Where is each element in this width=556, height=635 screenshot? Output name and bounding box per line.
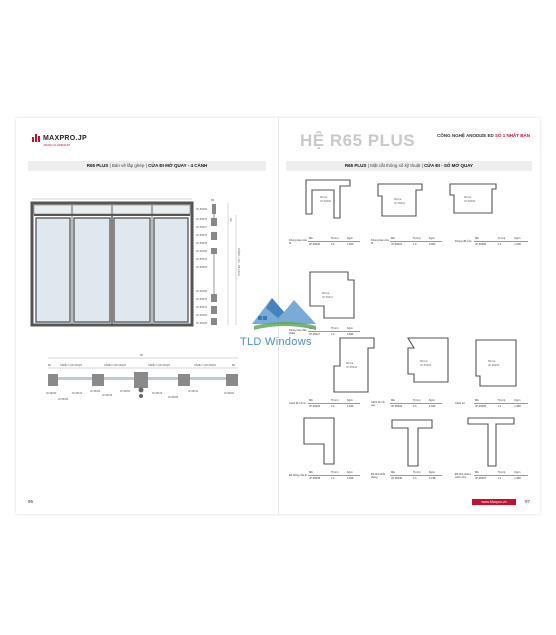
left-page <box>16 118 279 514</box>
svg-text:CÁNH = (W-101)/4: CÁNH = (W-101)/4 <box>148 364 170 367</box>
left-section-title: R65 PLUS | Bản vẽ lắp ghép | CỬA ĐI MỞ QUAY - 4 CÁNH <box>28 161 266 171</box>
svg-text:JP-65206: JP-65206 <box>196 290 208 293</box>
svg-text:JP-65215: JP-65215 <box>196 234 208 237</box>
door-elevation-drawing <box>28 198 266 348</box>
spec-table-10: Đố tĩnh chia ô cánh cửa Mã T(mm) Kg/m JP-65407 1.4 1.366 <box>454 470 528 481</box>
svg-text:CÁNH = (W-101)/4: CÁNH = (W-101)/4 <box>194 364 216 367</box>
watermark-text: TLD Windows <box>240 336 312 348</box>
svg-text:Mã ba:: Mã ba: <box>464 196 472 199</box>
svg-text:JP-65200: JP-65200 <box>320 200 332 203</box>
svg-text:JP-65215: JP-65215 <box>102 394 113 397</box>
svg-text:JP-65206: JP-65206 <box>90 390 101 393</box>
svg-text:JP-65213: JP-65213 <box>196 258 208 261</box>
tagline: CÔNG NGHỆ ANODIZE ED SỐ 1 NHẬT BẢN <box>437 133 530 138</box>
svg-text:JP-65215: JP-65215 <box>196 298 208 301</box>
svg-text:Mã ba:: Mã ba: <box>394 198 402 201</box>
spec-table-7: Cánh sổ Mã T(mm) Kg/m JP-65205 1.4 1.366 <box>454 398 528 409</box>
right-section-title: R65 PLUS | Mặt cắt thông số kỹ thuật | CỬA ĐI - SỐ MỞ QUAY <box>286 161 532 171</box>
svg-text:JP-65203: JP-65203 <box>420 364 432 367</box>
series-title: HỆ R65 PLUS <box>300 131 416 150</box>
svg-text:CÁNH = (W-101)/4: CÁNH = (W-101)/4 <box>104 364 126 367</box>
left-page-number: 96 <box>28 499 34 504</box>
spec-table-6: Cánh đi mở vào Mã T(mm) Kg/m JP-65203 2.0 1.930 <box>370 398 442 409</box>
svg-text:JP-65217: JP-65217 <box>196 226 208 229</box>
logo-mark-icon <box>32 134 40 142</box>
svg-text:JP-65205: JP-65205 <box>168 396 179 399</box>
svg-text:Mã ba:: Mã ba: <box>346 362 354 365</box>
website-link[interactable]: www.Maxpro.vn <box>472 499 516 505</box>
svg-text:JP-65205: JP-65205 <box>196 322 208 325</box>
svg-text:JP-65212: JP-65212 <box>196 306 208 309</box>
spec-table-9: Đố tĩnh khởi thang Mã T(mm) Kg/m JP-65230 1.4 1.238 <box>370 470 442 481</box>
brand-name: MAXPRO.JP <box>43 134 87 142</box>
svg-text:CÁNH = H1 - 95 (mm): CÁNH = H1 - 95 (mm) <box>237 248 241 276</box>
spec-table-2: Khung bao cửa đi Mã T(mm) Kg/m JP-65201 1.4 0.952 <box>370 236 442 247</box>
svg-text:JP-65205: JP-65205 <box>488 364 500 367</box>
svg-text:JP-65201: JP-65201 <box>224 392 235 395</box>
svg-text:JP-65204: JP-65204 <box>196 314 208 317</box>
svg-text:JP-65203: JP-65203 <box>58 398 69 401</box>
svg-text:Mã ba:: Mã ba: <box>488 360 496 363</box>
svg-text:JP-65204: JP-65204 <box>120 390 131 393</box>
spec-table-5: Cánh đi mở ra Mã T(mm) Kg/m JP-65204 2.0 1.930 <box>288 398 360 409</box>
door-plan-section-drawing <box>28 350 266 420</box>
brand-subtitle: JAPAN ALUMINIUM <box>43 143 70 147</box>
spec-table-8: Đố động cửa đi Mã T(mm) Kg/m JP-65208 1.4 1.366 <box>288 470 360 481</box>
watermark-logo-icon <box>250 288 320 332</box>
svg-text:JP-65213: JP-65213 <box>72 392 83 395</box>
spec-table-4: Khung bao đảo chiều T(mm) Kg/m JP-65217 1.4 0.894 <box>288 326 360 337</box>
svg-text:65: 65 <box>211 198 215 202</box>
svg-text:H2: H2 <box>229 218 233 222</box>
brand-logo <box>32 134 87 142</box>
svg-text:JP-65200: JP-65200 <box>196 208 208 211</box>
svg-text:JP-65200: JP-65200 <box>46 392 57 395</box>
svg-text:W: W <box>140 353 143 357</box>
svg-text:CÁNH = (W-101)/4: CÁNH = (W-101)/4 <box>60 364 82 367</box>
svg-text:60: 60 <box>48 364 51 367</box>
spec-table-1 <box>288 236 360 247</box>
svg-text:JP-65216: JP-65216 <box>152 392 163 395</box>
svg-text:JP-65218: JP-65218 <box>196 242 208 245</box>
svg-text:JP-65206: JP-65206 <box>464 200 476 203</box>
right-page-number: 97 <box>524 499 530 504</box>
svg-text:JP-65201: JP-65201 <box>394 202 406 205</box>
svg-text:JP-65203: JP-65203 <box>196 266 208 269</box>
svg-text:JP-65217: JP-65217 <box>322 296 334 299</box>
svg-text:JP-65215: JP-65215 <box>196 218 208 221</box>
svg-text:JP-65212: JP-65212 <box>188 390 199 393</box>
svg-text:Mã ba:: Mã ba: <box>420 360 428 363</box>
svg-text:JP-65206: JP-65206 <box>196 250 208 253</box>
spec-table: Khung bao cửa đi Mã T(mm) Kg/m JP-65200 2.0 1.503 <box>288 236 360 247</box>
svg-text:JP-65204: JP-65204 <box>346 366 358 369</box>
svg-text:Mã ba:: Mã ba: <box>320 196 328 199</box>
spec-table-3: Khung đố cửa Mã T(mm) Kg/m JP-65206 1.4 1.005 <box>454 236 528 247</box>
svg-text:60: 60 <box>232 364 235 367</box>
svg-text:Mã ba:: Mã ba: <box>322 292 330 295</box>
